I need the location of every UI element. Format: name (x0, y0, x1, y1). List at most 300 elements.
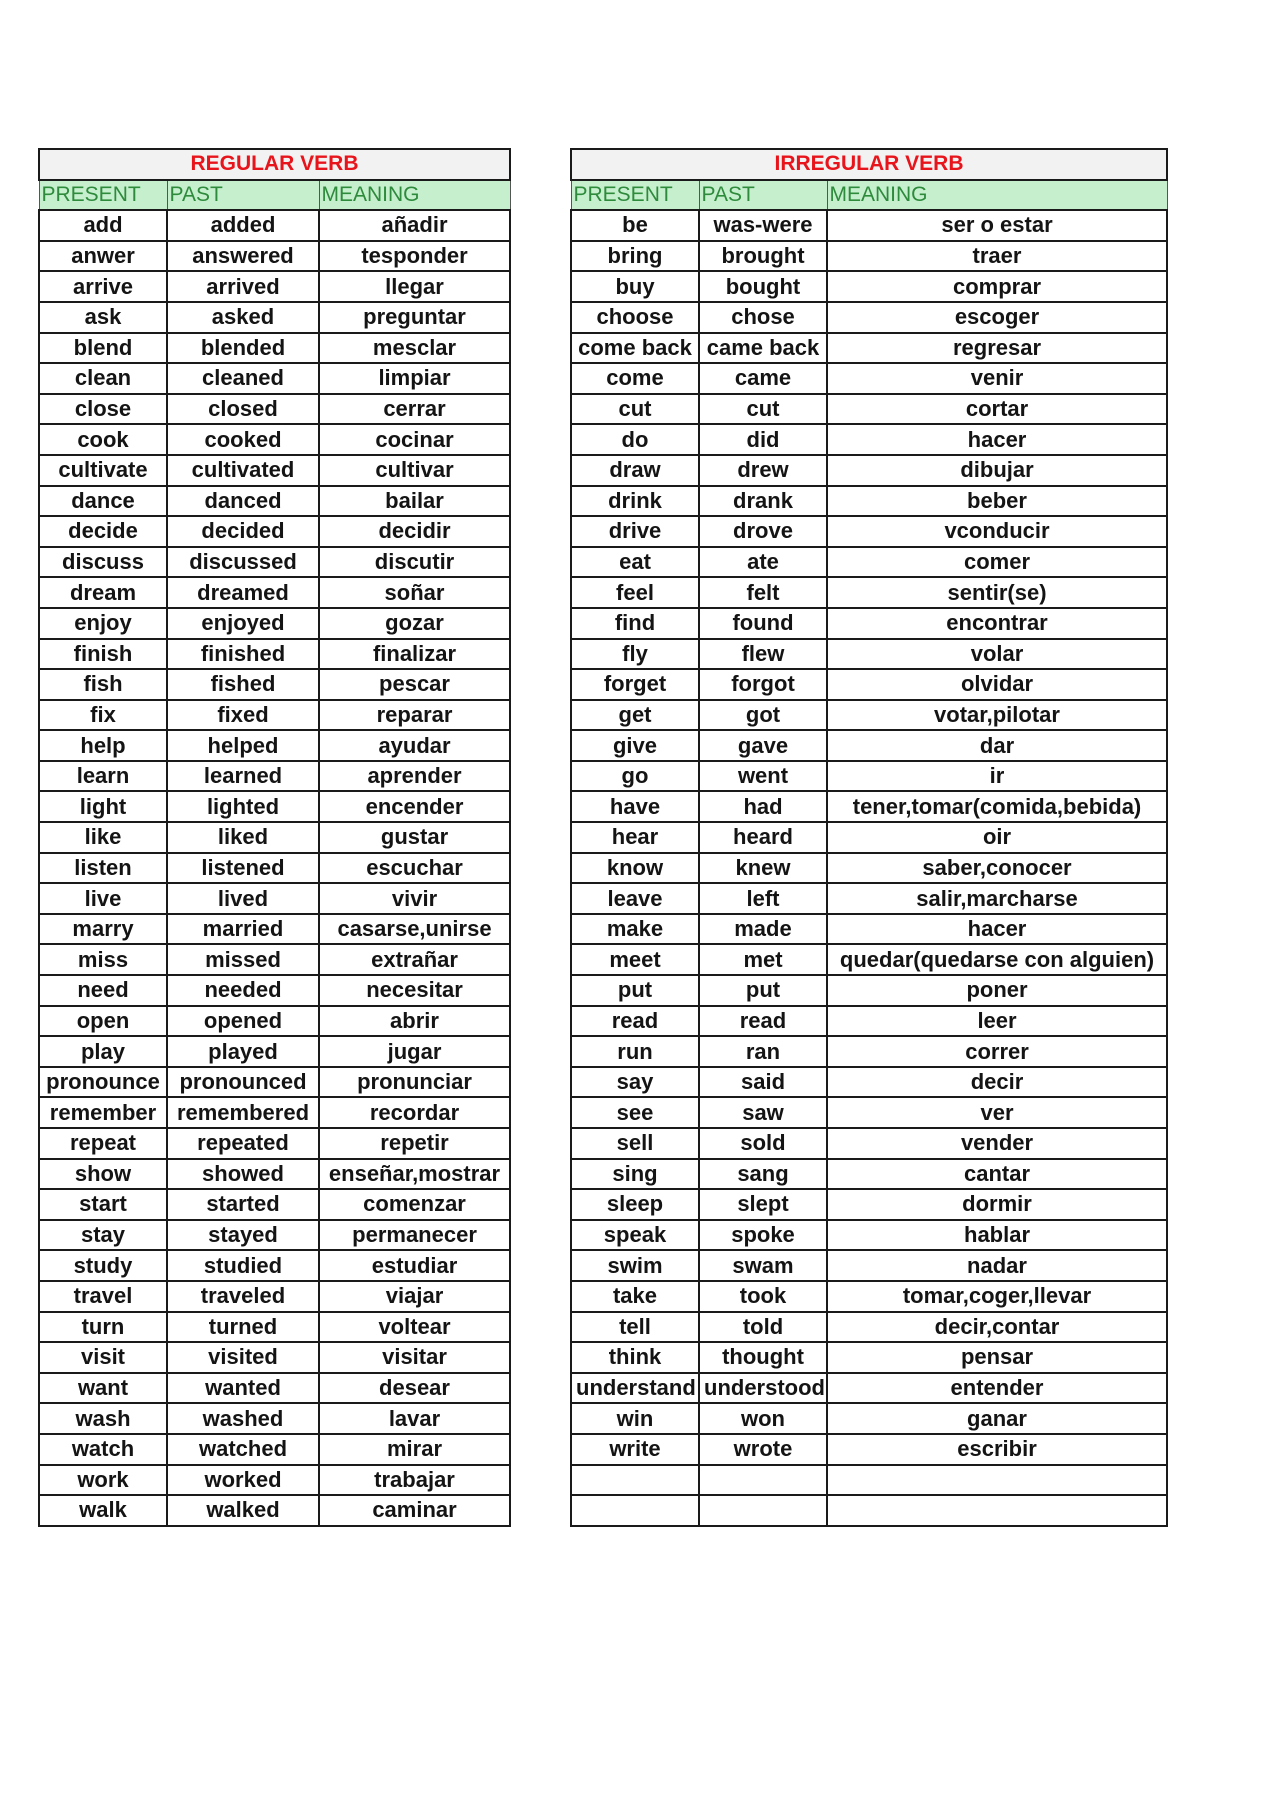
table-row (39, 424, 510, 455)
meaning-cell: repetir (319, 1128, 510, 1159)
meaning-cell: decir (827, 1067, 1167, 1098)
past-cell: discussed (167, 547, 319, 578)
past-cell: ran (699, 1036, 827, 1067)
present-cell: write (571, 1434, 699, 1465)
past-cell: wanted (167, 1373, 319, 1404)
past-cell: met (699, 944, 827, 975)
present-cell: help (39, 730, 167, 761)
present-cell: fish (39, 669, 167, 700)
past-cell: helped (167, 730, 319, 761)
present-cell: understand (571, 1373, 699, 1404)
present-cell: feel (571, 577, 699, 608)
meaning-cell: volar (827, 639, 1167, 670)
past-cell: missed (167, 944, 319, 975)
table-row (571, 302, 1167, 333)
past-cell: needed (167, 975, 319, 1006)
table-row (39, 822, 510, 853)
past-cell: fished (167, 669, 319, 700)
meaning-cell: escribir (827, 1434, 1167, 1465)
present-cell: eat (571, 547, 699, 578)
past-cell: cooked (167, 424, 319, 455)
meaning-cell: tomar,coger,llevar (827, 1281, 1167, 1312)
table-row (39, 639, 510, 670)
present-cell: drive (571, 516, 699, 547)
past-cell: added (167, 210, 319, 241)
table-row (571, 822, 1167, 853)
present-cell: miss (39, 944, 167, 975)
present-cell: learn (39, 761, 167, 792)
irregular-title-row (571, 149, 1167, 180)
regular-verb-table (38, 148, 511, 1527)
meaning-cell: aprender (319, 761, 510, 792)
present-cell: pronounce (39, 1067, 167, 1098)
table-row (39, 608, 510, 639)
past-cell: drove (699, 516, 827, 547)
meaning-cell: reparar (319, 700, 510, 731)
present-cell: play (39, 1036, 167, 1067)
past-cell: knew (699, 853, 827, 884)
present-cell: read (571, 1006, 699, 1037)
present-cell: sell (571, 1128, 699, 1159)
table-row (39, 700, 510, 731)
present-cell: discuss (39, 547, 167, 578)
present-cell: dream (39, 577, 167, 608)
table-row (571, 1373, 1167, 1404)
past-cell: brought (699, 241, 827, 272)
meaning-cell: discutir (319, 547, 510, 578)
past-cell: turned (167, 1312, 319, 1343)
meaning-cell: tener,tomar(comida,bebida) (827, 791, 1167, 822)
meaning-cell: jugar (319, 1036, 510, 1067)
present-cell: wash (39, 1403, 167, 1434)
past-cell: bought (699, 271, 827, 302)
meaning-cell: tesponder (319, 241, 510, 272)
meaning-cell: nadar (827, 1250, 1167, 1281)
present-cell: run (571, 1036, 699, 1067)
meaning-cell: cerrar (319, 394, 510, 425)
table-row (571, 333, 1167, 364)
table-row (571, 608, 1167, 639)
past-cell: finished (167, 639, 319, 670)
past-cell: traveled (167, 1281, 319, 1312)
meaning-cell: poner (827, 975, 1167, 1006)
table-row (39, 516, 510, 547)
table-row (39, 1220, 510, 1251)
present-cell: like (39, 822, 167, 853)
past-cell: won (699, 1403, 827, 1434)
meaning-cell: decir,contar (827, 1312, 1167, 1343)
table-row (571, 241, 1167, 272)
table-row (39, 1434, 510, 1465)
meaning-cell: cocinar (319, 424, 510, 455)
meaning-cell: dar (827, 730, 1167, 761)
table-row (39, 210, 510, 241)
present-cell: repeat (39, 1128, 167, 1159)
table-row (571, 394, 1167, 425)
table-row (571, 1097, 1167, 1128)
past-cell: lighted (167, 791, 319, 822)
past-cell: visited (167, 1342, 319, 1373)
meaning-cell: mesclar (319, 333, 510, 364)
table-row (571, 210, 1167, 241)
present-cell: do (571, 424, 699, 455)
present-cell: put (571, 975, 699, 1006)
past-cell: repeated (167, 1128, 319, 1159)
past-cell: blended (167, 333, 319, 364)
regular-title-row (39, 149, 510, 180)
table-row (39, 975, 510, 1006)
table-row (571, 1006, 1167, 1037)
present-cell: blend (39, 333, 167, 364)
meaning-cell: escoger (827, 302, 1167, 333)
present-cell: buy (571, 271, 699, 302)
table-row (39, 1342, 510, 1373)
present-cell: stay (39, 1220, 167, 1251)
present-cell: need (39, 975, 167, 1006)
past-cell: did (699, 424, 827, 455)
present-cell: say (571, 1067, 699, 1098)
table-row (571, 516, 1167, 547)
table-row (571, 1067, 1167, 1098)
meaning-cell: limpiar (319, 363, 510, 394)
table-row (571, 1342, 1167, 1373)
past-cell: started (167, 1189, 319, 1220)
present-cell: make (571, 914, 699, 945)
past-cell: saw (699, 1097, 827, 1128)
past-cell: listened (167, 853, 319, 884)
present-cell: anwer (39, 241, 167, 272)
present-cell: cut (571, 394, 699, 425)
table-row (571, 1403, 1167, 1434)
table-row (39, 914, 510, 945)
meaning-cell: comprar (827, 271, 1167, 302)
present-cell: travel (39, 1281, 167, 1312)
present-cell: sleep (571, 1189, 699, 1220)
present-cell: choose (571, 302, 699, 333)
table-row (39, 761, 510, 792)
regular-header-meaning: MEANING (319, 180, 510, 211)
meaning-cell: gustar (319, 822, 510, 853)
past-cell: left (699, 883, 827, 914)
past-cell: came (699, 363, 827, 394)
meaning-cell: vivir (319, 883, 510, 914)
present-cell: drink (571, 486, 699, 517)
past-cell: showed (167, 1159, 319, 1190)
past-cell: flew (699, 639, 827, 670)
past-cell: put (699, 975, 827, 1006)
past-cell: learned (167, 761, 319, 792)
past-cell: sang (699, 1159, 827, 1190)
table-row (571, 1036, 1167, 1067)
past-cell: took (699, 1281, 827, 1312)
meaning-cell: visitar (319, 1342, 510, 1373)
meaning-cell: trabajar (319, 1465, 510, 1496)
present-cell: find (571, 608, 699, 639)
table-row (39, 944, 510, 975)
meaning-cell: correr (827, 1036, 1167, 1067)
past-cell: enjoyed (167, 608, 319, 639)
present-cell: remember (39, 1097, 167, 1128)
present-cell: get (571, 700, 699, 731)
present-cell: swim (571, 1250, 699, 1281)
meaning-cell: votar,pilotar (827, 700, 1167, 731)
meaning-cell: pensar (827, 1342, 1167, 1373)
present-cell: tell (571, 1312, 699, 1343)
present-cell: want (39, 1373, 167, 1404)
table-row (39, 1250, 510, 1281)
meaning-cell: ver (827, 1097, 1167, 1128)
past-cell: ate (699, 547, 827, 578)
meaning-cell: recordar (319, 1097, 510, 1128)
meaning-cell: pescar (319, 669, 510, 700)
meaning-cell: cultivar (319, 455, 510, 486)
table-row (39, 1036, 510, 1067)
meaning-cell: encontrar (827, 608, 1167, 639)
present-cell: speak (571, 1220, 699, 1251)
table-row (39, 1067, 510, 1098)
present-cell: live (39, 883, 167, 914)
table-row (571, 791, 1167, 822)
present-cell: light (39, 791, 167, 822)
present-cell: clean (39, 363, 167, 394)
present-cell (571, 1465, 699, 1496)
table-row (39, 1495, 510, 1526)
table-row (39, 302, 510, 333)
table-row (571, 639, 1167, 670)
present-cell: be (571, 210, 699, 241)
present-cell: marry (39, 914, 167, 945)
meaning-cell: enseñar,mostrar (319, 1159, 510, 1190)
table-row (39, 394, 510, 425)
table-row (571, 730, 1167, 761)
present-cell: decide (39, 516, 167, 547)
meaning-cell: vender (827, 1128, 1167, 1159)
meaning-cell: entender (827, 1373, 1167, 1404)
meaning-cell: caminar (319, 1495, 510, 1526)
meaning-cell: llegar (319, 271, 510, 302)
present-cell: start (39, 1189, 167, 1220)
present-cell: walk (39, 1495, 167, 1526)
table-row (39, 1281, 510, 1312)
meaning-cell: sentir(se) (827, 577, 1167, 608)
table-row (571, 1159, 1167, 1190)
past-cell: walked (167, 1495, 319, 1526)
irregular-table-body (571, 210, 1167, 1526)
past-cell: heard (699, 822, 827, 853)
table-row (571, 975, 1167, 1006)
table-row (571, 486, 1167, 517)
meaning-cell: escuchar (319, 853, 510, 884)
table-row (571, 700, 1167, 731)
meaning-cell (827, 1495, 1167, 1526)
table-row (571, 1220, 1167, 1251)
present-cell: visit (39, 1342, 167, 1373)
meaning-cell: estudiar (319, 1250, 510, 1281)
table-row (571, 363, 1167, 394)
table-row (39, 1465, 510, 1496)
present-cell: draw (571, 455, 699, 486)
regular-header-past: PAST (167, 180, 319, 211)
meaning-cell: casarse,unirse (319, 914, 510, 945)
regular-header-present: PRESENT (39, 180, 167, 211)
past-cell: watched (167, 1434, 319, 1465)
present-cell: hear (571, 822, 699, 853)
table-row (571, 669, 1167, 700)
past-cell: felt (699, 577, 827, 608)
meaning-cell: necesitar (319, 975, 510, 1006)
table-row (571, 1312, 1167, 1343)
present-cell: close (39, 394, 167, 425)
past-cell: danced (167, 486, 319, 517)
meaning-cell: decidir (319, 516, 510, 547)
present-cell: take (571, 1281, 699, 1312)
present-cell: finish (39, 639, 167, 670)
present-cell: work (39, 1465, 167, 1496)
table-row (39, 271, 510, 302)
past-cell: liked (167, 822, 319, 853)
meaning-cell: saber,conocer (827, 853, 1167, 884)
past-cell: read (699, 1006, 827, 1037)
meaning-cell: voltear (319, 1312, 510, 1343)
meaning-cell: encender (319, 791, 510, 822)
meaning-cell: ir (827, 761, 1167, 792)
table-row (39, 1159, 510, 1190)
past-cell: made (699, 914, 827, 945)
past-cell: cleaned (167, 363, 319, 394)
present-cell: show (39, 1159, 167, 1190)
present-cell: watch (39, 1434, 167, 1465)
meaning-cell: dibujar (827, 455, 1167, 486)
meaning-cell: soñar (319, 577, 510, 608)
present-cell: have (571, 791, 699, 822)
past-cell: drank (699, 486, 827, 517)
past-cell: spoke (699, 1220, 827, 1251)
present-cell: go (571, 761, 699, 792)
present-cell: listen (39, 853, 167, 884)
table-row (39, 1006, 510, 1037)
past-cell: drew (699, 455, 827, 486)
past-cell: gave (699, 730, 827, 761)
past-cell: wrote (699, 1434, 827, 1465)
table-row (39, 363, 510, 394)
present-cell: turn (39, 1312, 167, 1343)
meaning-cell: cantar (827, 1159, 1167, 1190)
table-row (571, 577, 1167, 608)
meaning-cell: viajar (319, 1281, 510, 1312)
meaning-cell: gozar (319, 608, 510, 639)
meaning-cell: permanecer (319, 1220, 510, 1251)
table-row (39, 1097, 510, 1128)
meaning-cell: comer (827, 547, 1167, 578)
table-row (571, 1434, 1167, 1465)
past-cell: worked (167, 1465, 319, 1496)
past-cell (699, 1465, 827, 1496)
table-row (39, 1189, 510, 1220)
table-row (39, 1312, 510, 1343)
meaning-cell: leer (827, 1006, 1167, 1037)
table-row (39, 853, 510, 884)
present-cell: see (571, 1097, 699, 1128)
past-cell: slept (699, 1189, 827, 1220)
meaning-cell: mirar (319, 1434, 510, 1465)
meaning-cell: hablar (827, 1220, 1167, 1251)
meaning-cell: quedar(quedarse con alguien) (827, 944, 1167, 975)
meaning-cell: oir (827, 822, 1167, 853)
meaning-cell: vconducir (827, 516, 1167, 547)
meaning-cell: salir,marcharse (827, 883, 1167, 914)
regular-table-title: REGULAR VERB (39, 149, 510, 180)
past-cell: opened (167, 1006, 319, 1037)
present-cell: cook (39, 424, 167, 455)
table-row (571, 1465, 1167, 1496)
table-row (571, 1495, 1167, 1526)
past-cell: got (699, 700, 827, 731)
past-cell: cut (699, 394, 827, 425)
past-cell: closed (167, 394, 319, 425)
present-cell: come (571, 363, 699, 394)
table-row (39, 669, 510, 700)
table-row (571, 1189, 1167, 1220)
past-cell: sold (699, 1128, 827, 1159)
meaning-cell: regresar (827, 333, 1167, 364)
irregular-table-title: IRREGULAR VERB (571, 149, 1167, 180)
meaning-cell: pronunciar (319, 1067, 510, 1098)
irregular-header-present: PRESENT (571, 180, 699, 211)
meaning-cell: preguntar (319, 302, 510, 333)
meaning-cell: beber (827, 486, 1167, 517)
past-cell: came back (699, 333, 827, 364)
table-row (39, 1373, 510, 1404)
present-cell: open (39, 1006, 167, 1037)
table-row (571, 1250, 1167, 1281)
past-cell: understood (699, 1373, 827, 1404)
table-row (571, 761, 1167, 792)
table-row (571, 455, 1167, 486)
past-cell: dreamed (167, 577, 319, 608)
meaning-cell: comenzar (319, 1189, 510, 1220)
regular-header-row (39, 180, 510, 211)
irregular-header-past: PAST (699, 180, 827, 211)
past-cell: was-were (699, 210, 827, 241)
meaning-cell: abrir (319, 1006, 510, 1037)
irregular-header-row (571, 180, 1167, 211)
present-cell: cultivate (39, 455, 167, 486)
meaning-cell: ser o estar (827, 210, 1167, 241)
table-row (571, 271, 1167, 302)
meaning-cell: añadir (319, 210, 510, 241)
present-cell: enjoy (39, 608, 167, 639)
past-cell: remembered (167, 1097, 319, 1128)
meaning-cell: cortar (827, 394, 1167, 425)
present-cell: know (571, 853, 699, 884)
past-cell: thought (699, 1342, 827, 1373)
past-cell: played (167, 1036, 319, 1067)
past-cell: arrived (167, 271, 319, 302)
past-cell: pronounced (167, 1067, 319, 1098)
present-cell: give (571, 730, 699, 761)
past-cell: swam (699, 1250, 827, 1281)
past-cell: decided (167, 516, 319, 547)
present-cell: study (39, 1250, 167, 1281)
meaning-cell: desear (319, 1373, 510, 1404)
meaning-cell: bailar (319, 486, 510, 517)
present-cell: sing (571, 1159, 699, 1190)
past-cell: found (699, 608, 827, 639)
meaning-cell: extrañar (319, 944, 510, 975)
past-cell: told (699, 1312, 827, 1343)
table-row (39, 241, 510, 272)
past-cell: chose (699, 302, 827, 333)
